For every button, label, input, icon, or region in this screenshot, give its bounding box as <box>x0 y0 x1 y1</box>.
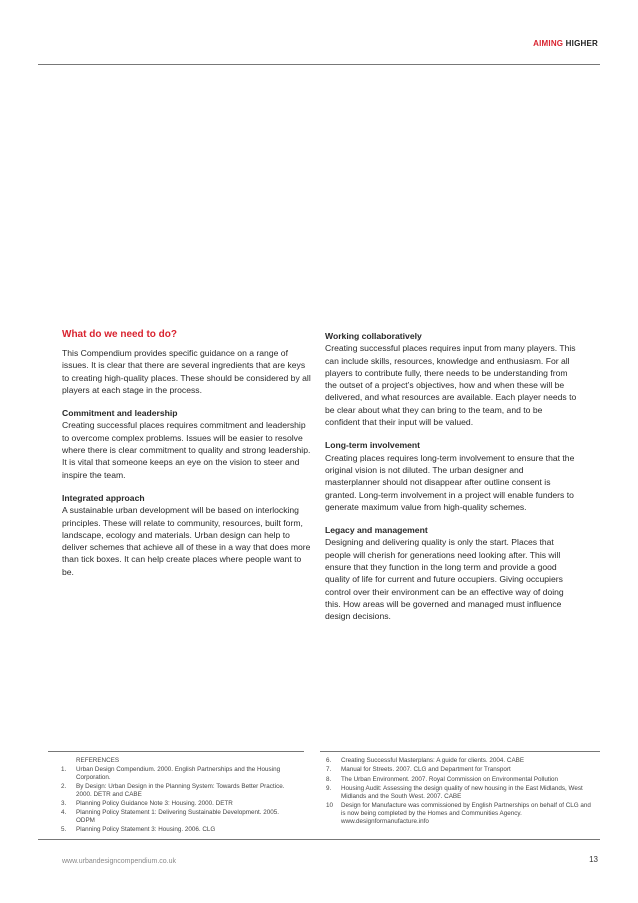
reference-text: Design for Manufacture was commissioned by English Partnerships on behalf of CLG and is now being completed by the Homes and Communities Agency. www.designformanufacture.info <box>341 801 591 825</box>
reference-number: 1. <box>61 765 67 773</box>
section-heading: What do we need to do? <box>62 329 177 340</box>
reference-number: 10 <box>326 801 334 809</box>
subheading-collaborative: Working collaboratively <box>325 331 422 341</box>
left-column <box>62 328 314 589</box>
paragraph-long-term: Creating places requires long-term involvement to ensure that the original vision is not diluted. The urban designer and masterplanner should not disappear after outline consent is granted. Long-term involvement in a project will enable funders to generate maximum value from high-quality schemes. <box>325 452 575 512</box>
reference-text: The Urban Environment. 2007. Royal Commission on Environmental Pollution <box>341 775 558 783</box>
reference-item <box>61 800 293 808</box>
reference-item <box>326 785 594 801</box>
subheading-long-term: Long-term involvement <box>325 440 421 451</box>
paragraph-integrated: A sustainable urban development will be based on interlocking principles. These will relate to community, resources, built form, landscape, ecology and materials. Urban design can help to deliver schemes that achieve all of these in a way that does more than tick boxes. It can help create places where people want to be. <box>62 505 311 577</box>
references-rule-left <box>48 751 304 752</box>
references-rule-right <box>320 751 600 752</box>
header-rule <box>38 64 600 65</box>
paragraph-commitment: Creating successful places requires commitment and leadership to overcome complex problems. Issues will be easier to resolve where there is clear commitment to quality and strong leadership. It is vital that someone keeps an eye on the vision to steer and inspire the team. <box>62 420 311 480</box>
paragraph-legacy: Designing and delivering quality is only the start. Places that people will cherish for generations need looking after. This will ensure that they function in the long term and provide a good quality of life for current and future occupiers. Giving occupiers control over their environment can be an effective way of doing this. How areas will be governed and managed must influence design decisions. <box>325 537 564 622</box>
references-title: REFERENCES <box>76 757 120 764</box>
reference-number: 2. <box>61 782 67 790</box>
reference-text: Planning Policy Statement 3: Housing. 2006. CLG <box>76 826 216 834</box>
subheading-integrated: Integrated approach <box>62 492 145 503</box>
reference-number: 6. <box>326 757 332 764</box>
reference-text: By Design: Urban Design in the Planning System: Towards Better Practice. 2000. DETR and CABE <box>76 782 285 798</box>
reference-item <box>61 766 293 782</box>
reference-text: Housing Audit: Assessing the design quality of new housing in the East Midlands, West Midlands and the South West. 2007. CABE <box>341 784 583 800</box>
running-header-accent: AIMING <box>533 39 564 48</box>
running-header-rest: HIGHER <box>565 39 598 48</box>
reference-number: 5. <box>61 826 67 834</box>
reference-text: Manual for Streets. 2007. CLG and Department for Transport <box>341 766 511 774</box>
subheading-legacy: Legacy and management <box>325 525 428 536</box>
intro-paragraph: This Compendium provides specific guidance on a range of issues. It is clear that there are several ingredients that are keys to creating high-quality places. These should be considered by all players at each stage in the process. <box>62 348 311 395</box>
reference-item <box>326 766 594 774</box>
page-number: 13 <box>589 855 598 864</box>
reference-item <box>61 826 293 834</box>
references-right <box>326 757 594 827</box>
footer-rule <box>38 839 600 840</box>
reference-item <box>326 802 594 825</box>
reference-item <box>61 809 293 825</box>
reference-number: 4. <box>61 809 67 817</box>
reference-number: 7. <box>326 766 332 774</box>
subheading-commitment: Commitment and leadership <box>62 408 178 419</box>
reference-number: 3. <box>61 799 67 807</box>
reference-text: Urban Design Compendium. 2000. English Partnerships and the Housing Corporation. <box>76 765 281 781</box>
reference-item <box>326 757 594 765</box>
reference-text: Planning Policy Statement 1: Delivering Sustainable Development. 2005. ODPM <box>76 809 280 825</box>
right-column <box>325 330 577 634</box>
reference-number: 8. <box>326 775 332 783</box>
reference-item <box>61 783 293 799</box>
reference-text: Planning Policy Guidance Note 3: Housing. 2000. DETR <box>76 799 233 807</box>
running-header <box>533 39 598 48</box>
references-left <box>61 757 293 836</box>
reference-number: 9. <box>326 784 332 792</box>
paragraph-collaborative: Creating successful places requires input from many players. This can include skills, resources, knowledge and enthusiasm. For all players to contribute fully, there needs to be understanding from the outset of a project’s objectives, how and when these will be delivered, and what resources are available. Each player needs to be clear about what they can bring to the team, and to be confident that their input will be valued. <box>325 343 577 428</box>
footer-url-link[interactable]: www.urbandesigncompendium.co.uk <box>62 858 177 865</box>
reference-text: Creating Successful Masterplans: A guide for clients. 2004. CABE <box>341 757 525 764</box>
reference-item <box>326 776 594 784</box>
